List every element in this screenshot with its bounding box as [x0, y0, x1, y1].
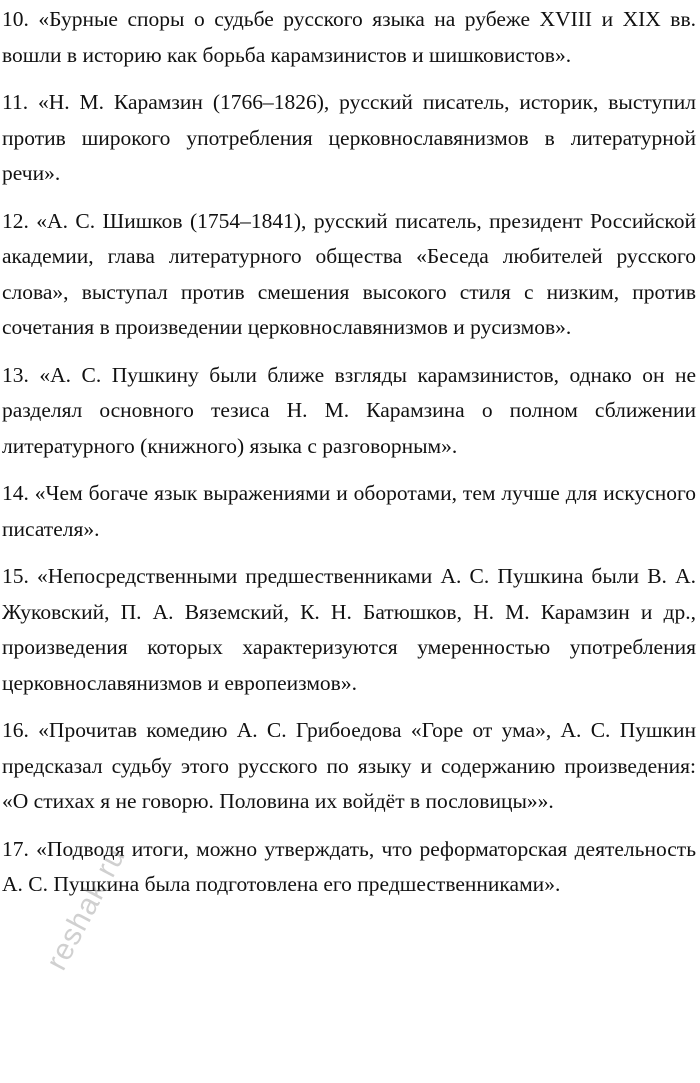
paragraph-17: 17. «Подводя итоги, можно утверждать, что реформаторская деятельность А. С. Пушкина была подготовлена его предшественниками». — [2, 836, 696, 896]
document-body — [2, 2, 696, 915]
paragraph-13: 13. «А. С. Пушкину были ближе взгляды карамзинистов, однако он не разделял основного тезиса Н. М. Карамзина о полном сближении литературного (книжного) языка с разговорным». — [2, 362, 696, 458]
paragraph-12: 12. «А. С. Шишков (1754–1841), русский писатель, президент Российской академии, глава литературного общества «Беседа любителей русского слова», выступал против смешения высокого стиля с низким, против сочетания в произведении церковнославянизмов и русизмов». — [2, 208, 696, 339]
paragraph-15: 15. «Непосредственными предшественниками А. С. Пушкина были В. А. Жуковский, П. А. Вяземский, К. Н. Батюшков, Н. М. Карамзин и др., произведения которых характеризуются умеренностью употребления церковнославянизмов и европеизмов». — [2, 564, 696, 695]
watermark: reshak.ru — [40, 841, 133, 976]
paragraph-10: 10. «Бурные споры о судьбе русского языка на рубеже XVIII и XIX вв. вошли в историю как борьба карамзинистов и шишковистов». — [2, 7, 696, 67]
paragraph-16: 16. «Прочитав комедию А. С. Грибоедова «Горе от ума», А. С. Пушкин предсказал судьбу этого русского по языку и содержанию произведения: «О стихах я не говорю. Половина их войдёт в пословицы»». — [2, 718, 696, 813]
paragraph-14: 14. «Чем богаче язык выражениями и оборотами, тем лучше для искусного писателя». — [2, 481, 696, 541]
paragraph-11: 11. «Н. М. Карамзин (1766–1826), русский писатель, историк, выступил против широкого употребления церковнославянизмов в литературной речи». — [2, 90, 696, 185]
